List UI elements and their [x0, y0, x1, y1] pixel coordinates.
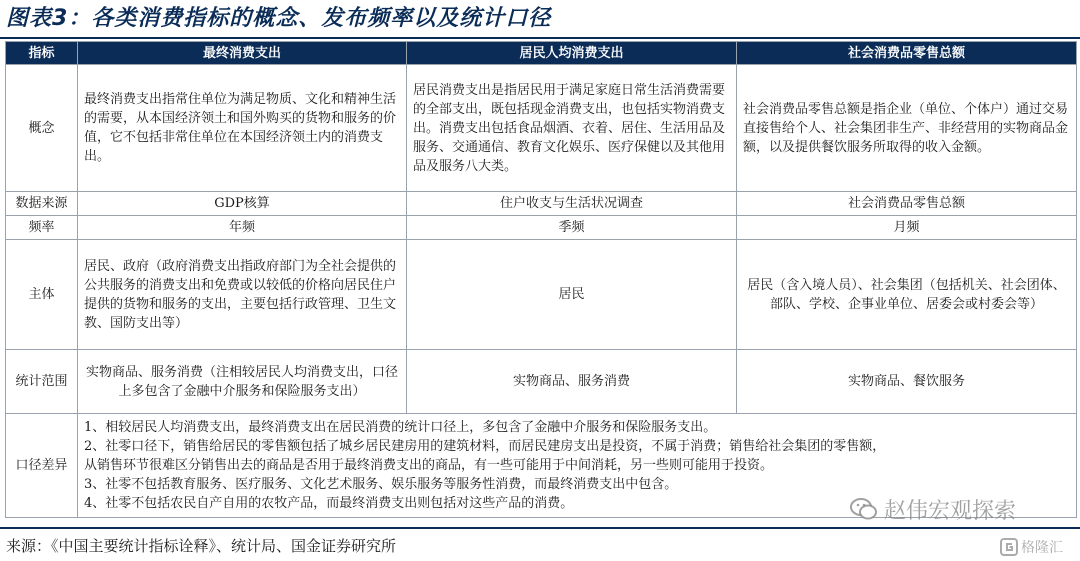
difference-line-4: 3、社零不包括教育服务、医疗服务、文化艺术服务、娱乐服务等服务性消费，而最终消费支出中包含。	[84, 477, 678, 492]
watermark	[850, 494, 1016, 524]
row-label-scope: 统计范围	[6, 350, 78, 414]
cell-scope-final: 实物商品、服务消费（注相较居民人均消费支出，口径上多包含了金融中介服务和保险服务支出）	[78, 350, 407, 414]
header-retail-sales: 社会消费品零售总额	[737, 42, 1077, 65]
title-divider	[0, 37, 1080, 39]
cell-concept-percapita: 居民消费支出是指居民用于满足家庭日常生活消费需要的全部支出，既包括现金消费支出，也包括实物消费支出。消费支出包括食品烟酒、衣着、居住、生活用品及服务、交通通信、教育文化娱乐、医疗保健以及其他用品及服务八大类。	[407, 65, 737, 192]
row-label-source: 数据来源	[6, 192, 78, 216]
source-note: 来源：《中国主要统计指标诠释》、统计局、国金证券研究所	[6, 537, 397, 555]
watermark-secondary-text: 格隆汇	[1021, 540, 1063, 556]
cell-subject-final: 居民、政府（政府消费支出指政府部门为全社会提供的公共服务的消费支出和免费或以较低的价格向居民住户提供的货物和服务的支出，主要包括行政管理、卫生文教、国防支出等）	[78, 240, 407, 350]
table-row-frequency	[6, 216, 1077, 240]
table-row-scope	[6, 350, 1077, 414]
table-row-concept	[6, 65, 1077, 192]
row-label-frequency: 频率	[6, 216, 78, 240]
table-row-subject	[6, 240, 1077, 350]
cell-source-percapita: 住户收支与生活状况调查	[407, 192, 737, 216]
footer-divider	[0, 527, 1080, 529]
page-title: 图表3：各类消费指标的概念、发布频率以及统计口径	[6, 6, 552, 31]
cell-source-final: GDP核算	[78, 192, 407, 216]
cell-frequency-final: 年频	[78, 216, 407, 240]
difference-line-2: 2、社零口径下，销售给居民的零售额包括了城乡居民建房用的建筑材料，而居民建房支出是投资，不属于消费；销售给社会集团的零售额，	[84, 439, 886, 454]
row-label-concept: 概念	[6, 65, 78, 192]
header-per-capita-consumption: 居民人均消费支出	[407, 42, 737, 65]
cell-frequency-retail: 月频	[737, 216, 1077, 240]
row-label-subject: 主体	[6, 240, 78, 350]
difference-line-5: 4、社零不包括农民自产自用的农牧产品，而最终消费支出则包括对这些产品的消费。	[84, 496, 574, 511]
cell-frequency-percapita: 季频	[407, 216, 737, 240]
cell-concept-final: 最终消费支出指常住单位为满足物质、文化和精神生活的需要，从本国经济领土和国外购买的货物和服务的价值，它不包括非常住单位在本国经济领土内的消费支出。	[78, 65, 407, 192]
header-final-consumption: 最终消费支出	[78, 42, 407, 65]
cell-scope-retail: 实物商品、餐饮服务	[737, 350, 1077, 414]
cell-subject-percapita: 居民	[407, 240, 737, 350]
cell-subject-retail: 居民（含入境人员）、社会集团（包括机关、社会团体、部队、学校、企事业单位、居委会或村委会等）	[737, 240, 1077, 350]
table-header-row	[6, 42, 1077, 65]
indicator-table	[5, 41, 1077, 518]
wechat-icon	[850, 497, 878, 521]
difference-line-3: 从销售环节很难区分销售出去的商品是否用于最终消费支出的商品，有一些可能用于中间消耗，另一些则可能用于投资。	[84, 458, 774, 473]
gelonghui-logo-icon	[1000, 538, 1018, 556]
table-row-source	[6, 192, 1077, 216]
watermark-text: 赵伟宏观探索	[884, 498, 1017, 524]
watermark-secondary	[1000, 536, 1063, 558]
row-label-difference: 口径差异	[6, 414, 78, 518]
cell-source-retail: 社会消费品零售总额	[737, 192, 1077, 216]
header-indicator: 指标	[6, 42, 78, 65]
cell-scope-percapita: 实物商品、服务消费	[407, 350, 737, 414]
difference-line-1: 1、相较居民人均消费支出，最终消费支出在居民消费的统计口径上，多包含了金融中介服务和保险服务支出。	[84, 420, 717, 435]
cell-concept-retail: 社会消费品零售总额是指企业（单位、个体户）通过交易直接售给个人、社会集团非生产、非经营用的实物商品金额，以及提供餐饮服务所取得的收入金额。	[737, 65, 1077, 192]
